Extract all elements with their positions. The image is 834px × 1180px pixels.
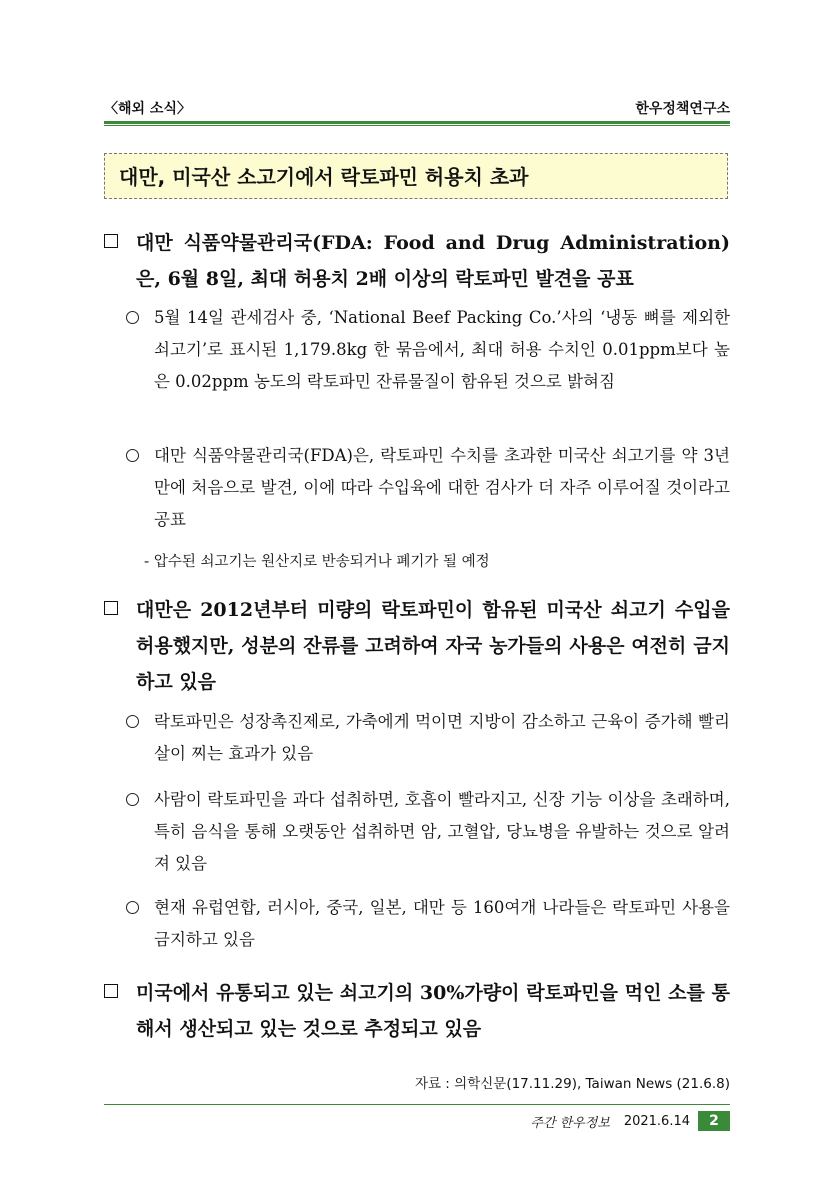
circle-bullet-icon <box>126 901 139 914</box>
checkbox-bullet-icon <box>104 984 118 998</box>
circle-bullet-icon <box>126 793 139 806</box>
item-text: 락토파민은 성장촉진제로, 가축에게 먹이면 지방이 감소하고 근육이 증가해 빨리 살이 찌는 효과가 있음 <box>154 712 730 763</box>
section-1 <box>104 225 730 297</box>
footer-divider <box>104 1104 730 1105</box>
section-2-item-3 <box>126 892 730 956</box>
item-text: 5월 14일 관세검사 중, ‘National Beef Packing Co.’사의 ‘냉동 뼈를 제외한 쇠고기’로 표시된 1,179.8kg 한 묶음에서, 최대 허용 수치인 0.01ppm보다 높은 0.02ppm 농도의 락토파민 잔류물질이 함유된 것으로 밝혀짐 <box>154 308 730 391</box>
item-text: 대만 식품약물관리국(FDA)은, 락토파민 수치를 초과한 미국산 쇠고기를 약 3년 만에 처음으로 발견, 이에 따라 수입육에 대한 검사가 더 자주 이루어질 것이라고 공표 <box>154 446 730 529</box>
circle-bullet-icon <box>126 311 139 324</box>
section-2 <box>104 592 730 700</box>
page-header <box>104 98 730 120</box>
section-1-item-1 <box>126 302 730 398</box>
page-number: 2 <box>698 1111 730 1131</box>
item-text: 현재 유럽연합, 러시아, 중국, 일본, 대만 등 160여개 나라들은 락토파민 사용을 금지하고 있음 <box>154 898 730 949</box>
section-1-item-2 <box>126 440 730 536</box>
item-text: 사람이 락토파민을 과다 섭취하면, 호흡이 빨라지고, 신장 기능 이상을 초래하며, 특히 음식을 통해 오랫동안 섭취하면 암, 고혈압, 당뇨병을 유발하는 것으로 알려져 있음 <box>154 790 730 873</box>
issue-date: 2021.6.14 <box>623 1113 690 1129</box>
article-title: 대만, 미국산 소고기에서 락토파민 허용치 초과 <box>104 153 728 199</box>
page-footer <box>530 1111 730 1131</box>
circle-bullet-icon <box>126 715 139 728</box>
section-1-text: 대만 식품약물관리국(FDA: Food and Drug Administration)은, 6월 8일, 최대 허용치 2배 이상의 락토파민 발견을 공표 <box>136 232 730 290</box>
section-3 <box>104 975 730 1047</box>
circle-bullet-icon <box>126 449 139 462</box>
publication-name: 주간 한우정보 <box>530 1115 610 1131</box>
section-2-text: 대만은 2012년부터 미량의 락토파민이 함유된 미국산 쇠고기 수입을 허용했지만, 성분의 잔류를 고려하여 자국 농가들의 사용은 여전히 금지하고 있음 <box>136 599 730 693</box>
source-citation: 자료 : 의학신문(17.11.29), Taiwan News (21.6.8) <box>414 1076 730 1092</box>
header-divider <box>104 121 730 124</box>
header-divider-thin <box>104 125 730 126</box>
checkbox-bullet-icon <box>104 234 118 248</box>
checkbox-bullet-icon <box>104 601 118 615</box>
section-1-note: - 압수된 쇠고기는 원산지로 반송되거나 폐기가 될 예정 <box>144 554 490 570</box>
section-3-text: 미국에서 유통되고 있는 쇠고기의 30%가량이 락토파민을 먹인 소를 통해서 생산되고 있는 것으로 추정되고 있음 <box>136 982 730 1040</box>
section-2-item-1 <box>126 706 730 770</box>
section-2-item-2 <box>126 784 730 880</box>
org-name: 한우정책연구소 <box>635 101 730 117</box>
section-label: 〈해외 소식〉 <box>104 101 191 117</box>
